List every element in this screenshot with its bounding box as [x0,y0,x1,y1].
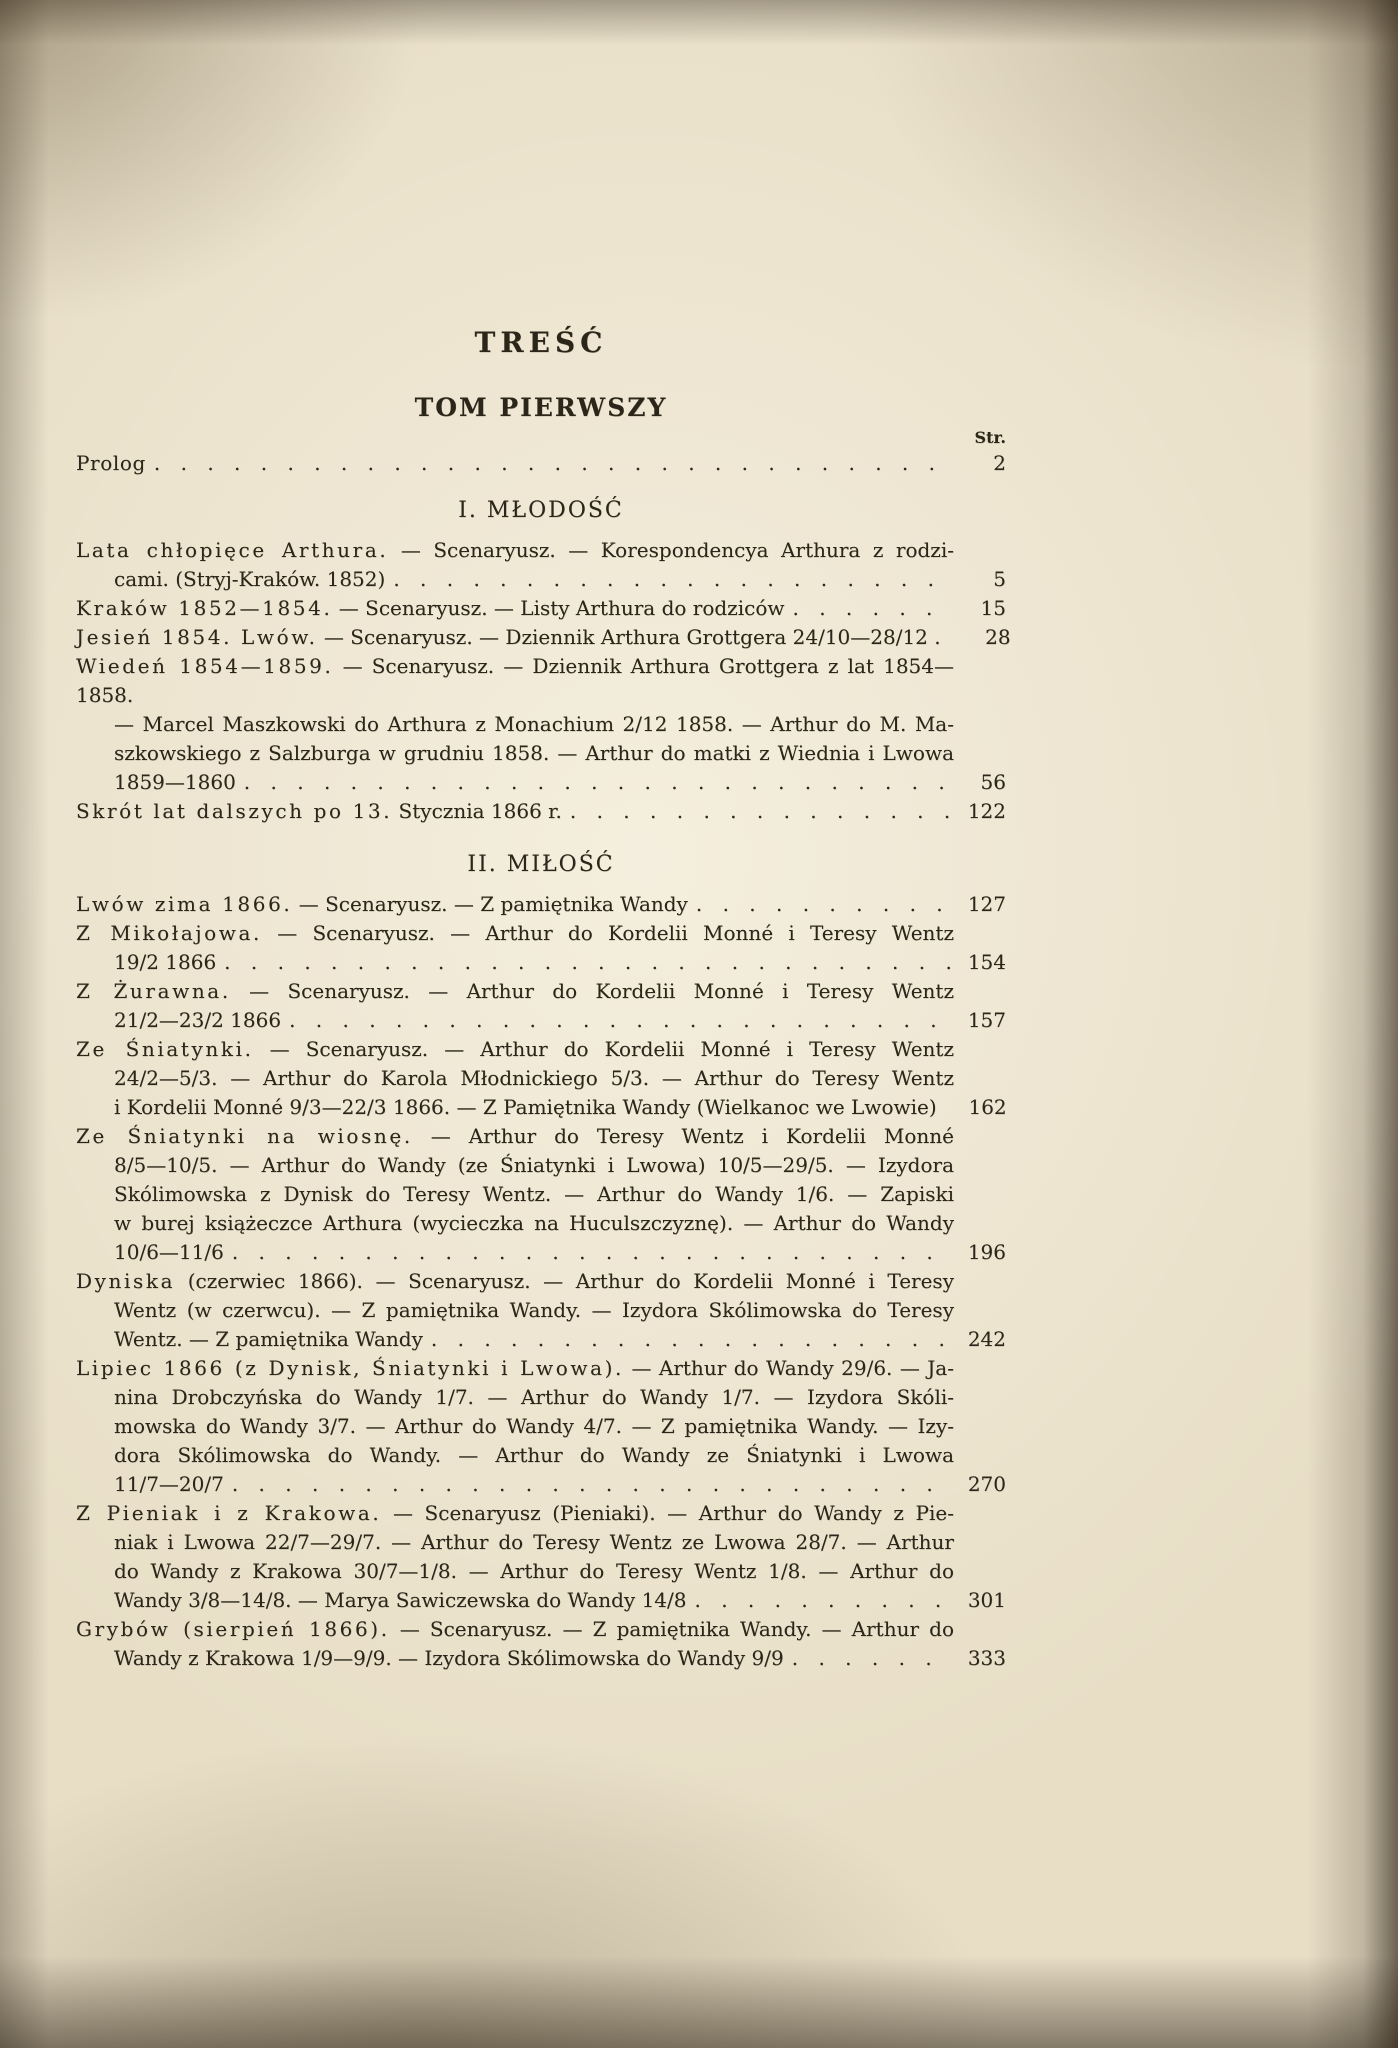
entry-mid-line: szkowskiego z Salzburga w grudniu 1858. — Arthur do matki z Wiednia i Lwowa [114,741,954,765]
entry-text: — Scenaryusz. — Arthur do Kordelii Monné i Teresy Wentz [262,921,955,945]
entry-lead: Grybów (sierpień 1866). [76,1617,390,1641]
entry-first-line [76,652,1006,710]
entry-last-line [76,797,1006,826]
toc-entry [76,919,1006,977]
entry-mid-line: Skólimowska z Dynisk do Teresy Wentz. — Arthur do Wandy 1/6. — Zapiski [114,1182,954,1206]
toc-entry [76,797,1006,826]
entry-last-line [114,768,1006,797]
entry-text: 21/2—23/2 1866 [114,1008,282,1032]
entry-last-line [114,1325,1006,1354]
entry-last-line [114,1586,1006,1615]
toc-entry [76,1499,1006,1615]
toc-entry [76,536,1006,594]
entry-mid-line: 24/2—5/3. — Arthur do Karola Młodnickiego 5/3. — Arthur do Teresy Wentz [114,1066,954,1090]
leader-dots [244,768,954,797]
toc-entry [76,652,1006,797]
entry-lead: Lata chłopięce Arthura. [76,538,389,562]
entry-first-line [76,1267,1006,1296]
entry-first-line [76,1615,1006,1644]
volume-heading: TOM PIERWSZY [414,393,668,422]
entry-last-line [114,1644,1006,1673]
entry-text: — Scenaryusz. — Z pamiętnika Wandy [292,892,688,916]
entry-first-line [76,536,1006,565]
leader-dots [232,1470,954,1499]
page-number: 301 [967,1588,1006,1612]
entry-lead: Z Żurawna. [76,979,231,1003]
entry-text: Wandy z Krakowa 1/9—9/9. — Izydora Skólimowska do Wandy 9/9 [114,1646,784,1670]
leader-dots [431,1325,954,1354]
entry-text: 10/6—11/6 [114,1240,224,1264]
entry-text: Stycznia 1866 r. [392,799,562,823]
leader-dots [695,1586,955,1615]
prolog-label: Prolog [76,451,146,475]
entry-last-line [114,1470,1006,1499]
entry-text: (czerwiec 1866). — Scenaryusz. — Arthur do Kordelii Monné i Teresy [175,1269,954,1293]
toc-title: TREŚĆ [474,326,608,359]
leader-dots [570,797,954,826]
entry-text: — Scenaryusz. — Z pamiętnika Wandy. — Arthur do [389,1617,954,1641]
entry-text: i Kordelii Monné 9/3—22/3 1866. — Z Pamiętnika Wandy (Wielkanoc we Lwowie) [114,1095,937,1119]
leader-dots [696,890,954,919]
prolog-entry [76,449,1006,478]
toc-entry [76,890,1006,919]
leader-dots [792,594,954,623]
page-number: 5 [993,567,1006,591]
entry-last-line [114,948,1006,977]
entry-mid-line: mowska do Wandy 3/7. — Arthur do Wandy 4/7. — Z pamiętnika Wandy. — Izy- [114,1414,954,1438]
entry-last-line [114,1093,1006,1122]
entry-lead: Z Mikołajowa. [76,921,263,945]
page-number: 15 [980,596,1006,620]
page-number: 56 [980,770,1006,794]
entry-last-line [114,565,1006,594]
entry-text: 19/2 1866 [114,950,217,974]
entry-text: — Scenaryusz. — Dziennik Arthura Grottgera z lat 1854—1858. [76,654,954,707]
entry-lead: Ze Śniatynki. [76,1037,254,1061]
entry-lead: Lwów zima 1866. [76,892,293,916]
entry-first-line [76,977,1006,1006]
entry-lead: Z Pieniak i z Krakowa. [76,1501,382,1525]
entry-text: Wentz. — Z pamiętnika Wandy [114,1327,423,1351]
entry-text: 11/7—20/7 [114,1472,224,1496]
entry-last-line [76,890,1006,919]
toc-entry [76,1354,1006,1499]
page-column-header: Str. [974,428,1006,447]
entry-lead: Jesień 1854. Lwów. [76,625,318,649]
entry-mid-line: w burej książeczce Arthura (wycieczka na Huculszczyznę). — Arthur do Wandy [114,1211,954,1235]
entry-mid-line: — Marcel Maszkowski do Arthura z Monachium 2/12 1858. — Arthur do M. Ma- [114,712,954,736]
toc-entry [76,977,1006,1035]
page-number: 162 [968,1095,1007,1119]
page-number: 2 [993,451,1006,475]
toc-entry [76,1122,1006,1267]
section-heading: II. MIŁOŚĆ [467,852,615,877]
entry-text: 1859—1860 [114,770,236,794]
entry-mid-line: do Wandy z Krakowa 30/7—1/8. — Arthur do Teresy Wentz 1/8. — Arthur do [114,1559,954,1583]
page-number: 242 [967,1327,1006,1351]
entry-first-line [76,1499,1006,1528]
page-number: 122 [967,799,1006,823]
entry-mid-line: niak i Lwowa 22/7—29/7. — Arthur do Teresy Wentz ze Lwowa 28/7. — Arthur [114,1530,954,1554]
toc-entry [76,1035,1006,1122]
page-number: 333 [967,1646,1006,1670]
entry-text: — Scenaryusz. — Arthur do Kordelii Monné i Teresy Wentz [253,1037,954,1061]
entry-lead: Wiedeń 1854—1859. [76,654,334,678]
entry-first-line [76,919,1006,948]
entry-lead: Dyniska [76,1269,176,1293]
leader-dots [224,948,954,977]
entry-last-line [114,1006,1006,1035]
entry-text: cami. (Stryj-Kraków. 1852) [114,567,386,591]
toc-entry [76,1615,1006,1673]
entry-lead: Ze Śniatynki na wiosnę. [76,1124,413,1148]
entry-text: — Arthur do Wandy 29/6. — Ja- [624,1356,954,1380]
entry-first-line [76,1122,1006,1151]
toc-entry [76,1267,1006,1354]
entry-first-line [76,1035,1006,1064]
entry-lead: Skrót lat dalszych po 13. [76,799,393,823]
entry-lead: Kraków 1852—1854. [76,596,333,620]
entry-last-line [114,1238,1006,1267]
entry-first-line [76,1354,1006,1383]
entry-mid-line: 8/5—10/5. — Arthur do Wandy (ze Śniatynki i Lwowa) 10/5—29/5. — Izydora [114,1153,954,1177]
entry-text: — Scenaryusz. — Dziennik Arthura Grottgera 24/10—28/12 . [317,625,941,649]
entry-text: — Scenaryusz. — Arthur do Kordelii Monné i Teresy Wentz [230,979,954,1003]
leader-dots [154,449,954,478]
entry-text: — Arthur do Teresy Wentz i Kordelii Monné [412,1124,954,1148]
page-number: 196 [967,1240,1006,1264]
table-of-contents [76,0,1011,1673]
entry-text: — Scenaryusz (Pieniaki). — Arthur do Wandy z Pie- [381,1501,954,1525]
page-number: 270 [967,1472,1006,1496]
entry-lead: Lipiec 1866 (z Dynisk, Śniatynki i Lwowa). [76,1356,625,1380]
entry-text: — Scenaryusz. — Listy Arthura do rodziców [332,596,785,620]
toc-entry [76,594,1006,623]
toc-entry [76,623,1011,652]
entry-text: — Scenaryusz. — Korespondencya Arthura z rodzi- [388,538,954,562]
entry-mid-line: nina Drobczyńska do Wandy 1/7. — Arthur do Wandy 1/7. — Izydora Skóli- [114,1385,954,1409]
page-number: 28 [985,625,1011,649]
leader-dots [289,1006,954,1035]
entry-last-line [76,623,1011,652]
leader-dots [393,565,954,594]
entry-mid-line: dora Skólimowska do Wandy. — Arthur do Wandy ze Śniatynki i Lwowa [114,1443,954,1467]
entry-text: Wandy 3/8—14/8. — Marya Sawiczewska do Wandy 14/8 [114,1588,687,1612]
entry-mid-line: Wentz (w czerwcu). — Z pamiętnika Wandy. — Izydora Skólimowska do Teresy [114,1298,954,1322]
section-heading: I. MŁODOŚĆ [458,498,624,523]
page-number: 127 [967,892,1006,916]
leader-dots [792,1644,954,1673]
leader-dots [232,1238,954,1267]
page-number: 157 [967,1008,1006,1032]
entry-last-line [76,594,1006,623]
page-number: 154 [967,950,1006,974]
